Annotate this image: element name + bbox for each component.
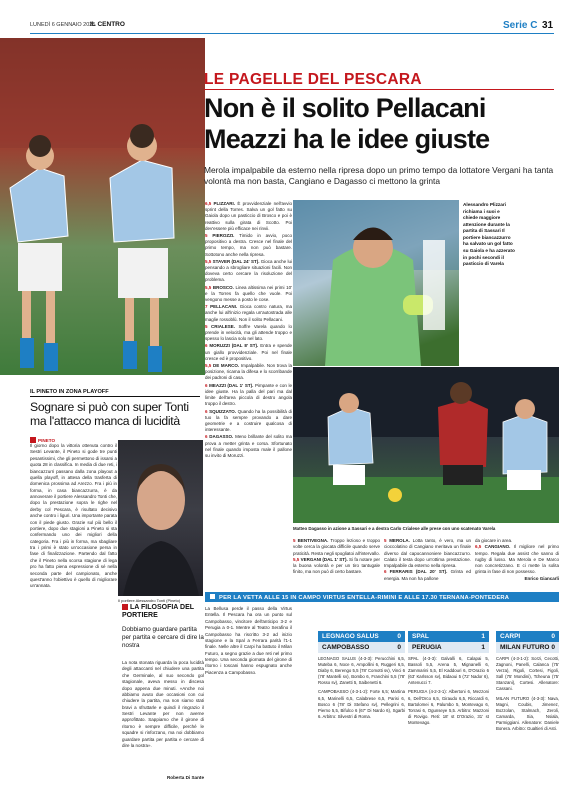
- rating-vote: 5: [205, 323, 211, 329]
- box-body: La nota stonata riguarda la poca lucidità degli attaccanti nel chiudere una partita che Germinale, al suo secondo gol stagionale, aveva messo in discesa dopo appena due minuti. «Anche noi abbiamo avuto due occasioni con cui chiudere la partita, ma non siamo stati bravi a sfruttarle e quindi il ringrazio il Sestri Levante per non averne approfittato. Sappiamo che il girone di ritorno è sempre difficile, perché le squadre si rinforzano, ma noi dobbiamo guardare partita per partita e cercare di dire la nostra».: [122, 660, 204, 748]
- action-illustration: [293, 367, 559, 523]
- rating-player: MEROLA.: [389, 538, 413, 543]
- rating-text: Si fa notare per la buona volontà e per un tiro tantugale finito, ma non può di certo bastare.: [293, 556, 380, 575]
- rating-entry: [293, 557, 380, 576]
- rating-vote: 6,5: [205, 201, 214, 206]
- rating-entry: [205, 324, 292, 343]
- rating-vote: 5,5: [205, 284, 213, 290]
- rating-player: CANGIANO.: [484, 544, 514, 550]
- pineto-body: Il giorno dopo la vittoria ottenuta contro il Sestri Levante, il Pineto si gode tre punti pesantissimi, che gli permettono di issarsi a quota 28 in classifica. In media di due reti, i biancazzurri passano dalla zona playout a quella playoff, in attesa della trasferta di domenica prossima ad Arezzo. Fra i più in forma, in casa biancazzurra, è da annoverare il portiere Alessandro Tonti che, dopo la prestazione sopra le righe nel derby col Pescara, è risultato decisivo anche contro i liguri. Una importante parata con il piede giusto. Grazie sul più bello il portiere, dopo due stagioni a Pineto si sta confermando uno dei migliori della categoria. Fra i più in forma, ma sbagliare tra i primi è stato un'occasione persa in fase di finalizzazione. Partendo dal fatto che il Pineto nella scorsa stagione di lega pro ha fatto piena espressione di sé nella seconda parte del campionato, anche quest'anno l'obiettivo è quello di migliorare un'annata.: [30, 443, 117, 589]
- rating-entry: [205, 233, 292, 258]
- score-home: 1: [481, 632, 485, 640]
- rating-text: Entra e spende un giallo provvidenziale. Poi nel finale cresce ed è propositivo.: [205, 343, 293, 361]
- rating-player: DAGASSO.: [209, 434, 236, 440]
- score-home-row: [318, 631, 405, 642]
- rating-player: CRIALESE.: [210, 323, 239, 329]
- score-box-carpi-milan[interactable]: [496, 631, 559, 732]
- square-icon: [122, 604, 128, 610]
- rating-text: Timido in avvio, poco propositivo a destra. Cresce nel finale del primo tempo, ma non può bastare. Sottotono anche nella ripresa.: [205, 233, 292, 257]
- rating-player: MORUZZI (DAL 8' ST).: [209, 343, 261, 349]
- rating-vote: 5: [205, 233, 213, 239]
- team-home: LEGNAGO SALUS: [322, 632, 379, 640]
- caption-action: Matteo Dagasso in azione a Sassari e a destra Carlo Crialese alle prese con uno scatenato Varela: [293, 526, 496, 531]
- tonti-portrait-illustration: [118, 440, 203, 596]
- article-deck: Merola impalpabile da esterno nella ripresa dopo un primo tempo da lottatore Vergani ha tanta volontà ma non basta, Cangiano e Dagasso ci mettono la grinta: [204, 165, 554, 186]
- rating-text: Meno brillante del solito ma prova a metter grinta e corsa. Sfortunato nel finale quando imposta male il pallone su invito di Moruzzi.: [205, 434, 292, 458]
- rating-player: BENTIVEGNA.: [297, 538, 331, 543]
- rating-player: FERRARIS (DAL 20' ST).: [389, 569, 451, 575]
- score-lineups-2: MILAN FUTURO (4-3-3): Nava, Magni, Coubis, Jimenez, Bozzolan, Stalmach, Zeroli, Camarda, Sia, Nsiala, Parmiggiani. Allenatore: Daniele Bonera. Arbitro: Gualtieri di Asti.: [496, 695, 559, 732]
- team-away: CAMPOBASSO: [322, 643, 370, 651]
- rating-text: Gioca anche lui pensando a sbrogliare situazioni facili. Non doveva certo cercare la risoluzione del problema.: [205, 258, 292, 283]
- rating-player: PELLACANI.: [210, 304, 240, 310]
- rating-entry: [475, 544, 559, 575]
- headline-line-2[interactable]: Meazzi ha le idee giuste: [204, 124, 490, 154]
- rating-vote: 5,5: [205, 258, 213, 264]
- score-away-row: [496, 642, 559, 653]
- rating-entry: [205, 285, 292, 304]
- rating-text: Quando ha la possibilità di tuo la fa sempre provando a dare geometrie e a costruire qualcosa di interessante.: [205, 408, 292, 433]
- header-divider: [30, 33, 554, 34]
- rating-text: Linea altissima nei primi 10' e la Torres fa quello che vuole. Poi vengono messe a posto le cose.: [205, 284, 292, 303]
- rating-vote: 5: [293, 538, 298, 543]
- ratings-column-4: [475, 538, 559, 582]
- rating-entry: [205, 383, 292, 408]
- rating-entry: [205, 343, 292, 362]
- score-lineups-2: CAMPOBASSO (4-3-1-2): Forte 6,5; Martina 6,5, Marinelli 6,5, Calabrese 6,5, Parisi 6, Bosco 6 (78' Di Stefano sv), Pellegrini 6, Pierno 5,5, Bifulco 6 (67' Di Nardo 6), Sgarbi 6. Arbitro: Silvestri di Roma.: [318, 689, 405, 719]
- rating-vote: 6: [384, 569, 390, 575]
- photo-action[interactable]: [293, 367, 559, 523]
- rating-player: MEAZZI (DAL 1' ST).: [209, 382, 255, 388]
- header-page-number: 31: [542, 20, 554, 31]
- rating-vote: 6: [205, 343, 210, 349]
- photo-goalkeeper[interactable]: [293, 200, 459, 366]
- pineto-divider: [30, 396, 200, 397]
- header-date: LUNEDÌ 6 GENNAIO 2025: [30, 22, 96, 28]
- rating-player: PLIZZARI.: [213, 201, 238, 206]
- score-away: 1: [481, 643, 485, 651]
- score-box-legnago-campobasso[interactable]: [318, 631, 405, 720]
- article-kicker: LE PAGELLE DEL PESCARA: [204, 71, 422, 88]
- rating-text: da giocare in area.: [475, 538, 513, 543]
- kicker-divider: [204, 89, 554, 90]
- caption-goalkeeper: Alessandro Plizzari richiama i suoi e chiede maggiore attenzione durante la partita di Sassari Il portiere biancazzurro ha salvato un gol fatto su Gaiola e ha azzerato in pochi secondi il pasticcio di Varela: [463, 202, 515, 267]
- score-home: 0: [397, 632, 401, 640]
- rating-vote: 6: [205, 408, 210, 414]
- rating-entry: [205, 304, 292, 323]
- rating-text: Lotta tanto, è vero, ma un cioccolatino di Cangiano meritava un finale diverso dal capocannoniere biancazzurro. Calato il testa dopo un'ottima prestazione. Impalpabile da esterno nella ripresa.: [384, 538, 471, 569]
- square-icon: [210, 594, 215, 599]
- header-section[interactable]: Serie C: [503, 20, 538, 31]
- rating-text: Enrico Giancarli: [524, 575, 559, 581]
- serie-c-band[interactable]: [205, 592, 559, 602]
- score-lineups: SPAL (4-3-3): Galvalli 6, Calapai 5, Bassoli 5,5, Arena 5, Mignanelli 6, Zammarini 5,5, El Kaddouri 6, D'Orazio 6 (63' Karlsson sv), Bidaoui 5 (72' Nador 6), Antenucci 7.: [408, 656, 489, 686]
- score-away-row: [408, 642, 489, 653]
- rating-text: Gioca contro natura, ma anche lui all'inizio regala un'autostrada alle maglie rossoblù. Non il solito Pellacani.: [205, 304, 292, 322]
- team-home: CARPI: [500, 632, 521, 640]
- score-away-row: [318, 642, 405, 653]
- headline-line-1[interactable]: Non è il solito Pellacani: [204, 93, 486, 123]
- rating-player: SQUIZZATO.: [209, 408, 238, 414]
- rating-entry: [384, 538, 471, 569]
- rating-text: Troppo lezioso e troppo volte cerca la giocata difficile quando serve praticità. Resta negli spogliatoi all'intervallo.: [293, 538, 380, 556]
- rating-vote: 6: [205, 382, 210, 388]
- rating-player: BROSCO.: [212, 284, 236, 290]
- serie-c-body: La Bellusa perde il passo della Virtus Entella. Il Pescara ha ora un punto sul Campobasso, vincitore dell'anticipo 3-2 e Perugia a 0-1. Mentre al Teatro Serafino il Campobasso ha riscritto 3-2 ad inizio stagione e la Spal a Ferrara parità l'1-1 finale. Nelle altre il Carpi ha battuto il Milan Futuro, a segno grazie a due reti nel primo tempo. Una seconda giornata del girone di ritorno i toscani hanno espugnato anche Piacenza a Campobasso.: [205, 606, 292, 675]
- pineto-kicker: IL PINETO IN ZONA PLAYOFF: [30, 389, 109, 395]
- score-away: 0: [397, 643, 401, 651]
- team-away: MILAN FUTURO: [500, 643, 550, 651]
- score-away: 0: [551, 643, 555, 651]
- rating-player: VERGANI (DAL 1' ST).: [300, 556, 350, 562]
- rating-player: DE MARCO.: [212, 363, 241, 369]
- rating-vote: 6,5: [475, 544, 485, 550]
- box-signature: Roberta Di Sante: [166, 775, 204, 780]
- pineto-place-text: PINETO: [38, 438, 56, 443]
- ratings-column-3: [384, 538, 471, 582]
- players-illustration: [0, 38, 205, 375]
- score-home: 0: [551, 632, 555, 640]
- box-kicker-text: LA FILOSOFIA DEL PORTIERE: [122, 604, 194, 620]
- band-text: PER LA VETTA ALLE 15 IN CAMPO VIRTUS ENTELLA-RIMINI E ALLE 17.30 TERNANA-PONTEDERA: [219, 594, 510, 601]
- caption-tonti: Il portiere Alessandro Tonti (Pineto): [118, 598, 181, 603]
- rating-text: Grinta ed energia. Ma non ha pallone: [384, 569, 471, 581]
- ratings-column: [205, 201, 292, 460]
- rating-entry: [205, 259, 292, 284]
- photo-tonti[interactable]: [118, 440, 203, 596]
- score-home-row: [496, 631, 559, 642]
- rating-player: STAVER (DAL 24' ST).: [212, 258, 261, 264]
- team-home: SPAL: [412, 632, 429, 640]
- rating-text: Soffre Varela quando lo prende in velocità, ma gli attende troppo e spesso lo lascia solo nel lato.: [205, 323, 292, 342]
- score-box-spal-perugia[interactable]: [408, 631, 489, 726]
- rating-vote: 5,5: [205, 363, 213, 369]
- rating-entry: [384, 569, 471, 582]
- ratings-column-2: [293, 538, 380, 576]
- rating-entry: [205, 201, 292, 232]
- rating-entry: [205, 363, 292, 382]
- box-kicker: [122, 604, 204, 620]
- score-lineups: LEGNAGO SALUS (4-3-3): Perucchini 6,5, Muteba 6, Noce 6, Ampollini 6, Ruggeri 6,5, Diaby 6, Berengo 5,5 (78' Comotti sv), Vinci 6 (78' Mantelli sv), Bombo 6, Franchini 5,5 (78' Rosso sv), Zanetti 5, Saibenetti 6.: [318, 656, 405, 686]
- rating-text: Pimpante e con le idee giuste. Ha la palla del pari ma dal limite dell'area piccola di destro angola troppo il destro.: [205, 382, 292, 407]
- rating-text: Il migliore nel primo tempo. Regala due assist che sanno di rugby di lusso. Ma Merola e De Marco non concretizzano. E ci mette la solita grinta in fase di non possesso.: [475, 544, 559, 575]
- score-lineups-2: PERUGIA (4-2-3-1): Albertoni 6, Mezzoni 6, Dell'Orco 6,5, Giraudo 6,5, Riccardi 6, Bartolomei 6, Palumbo 5, Montevago 6, Torrasi 6, Ogunseye 5,5. Arbitro: Mazzoni di Rovigo. Reti: 18' st D'Orazio, 31' st Montevago.: [408, 689, 489, 725]
- pineto-headline[interactable]: Sognare si può con super Tonti ma l'attacco manca di lucidità: [30, 400, 189, 429]
- box-subheading: Dobbiamo guardare partita per partita e cercare di dire la nostra: [122, 626, 204, 649]
- rating-text: È provvidenziale nell'avvio sprint della Torres. Salva un gol fatto su Gaiola dopo un pasticcio di Brosco e poi è reattivo sulla girata di Scotto. Poi dev'essere più efficace nei rinvii.: [205, 201, 292, 231]
- rating-vote: 7: [205, 304, 211, 310]
- rating-vote: 5,5: [293, 556, 301, 562]
- team-away: PERUGIA: [412, 643, 442, 651]
- rating-vote: 6: [205, 434, 210, 440]
- rating-vote: 5: [384, 538, 390, 543]
- score-lineups: CARPI (4-3-1-2): Sorzi, Cecotti, Zagnoni, Panelli, Calanca (75' Verza), Rigoli, Cortesi, Figoli, Sall (75' Mondini), Tcheuna (75' Stanzani), Cortesi. Allenatore: Cassani.: [496, 656, 559, 692]
- rating-entry: [205, 434, 292, 459]
- rating-entry: [475, 576, 559, 582]
- rating-player: PIEROZZI.: [212, 233, 240, 239]
- rating-entry: [205, 409, 292, 434]
- goalkeeper-illustration: [293, 200, 459, 366]
- rating-text: Impalpabile. Non trova la posizione, ricama la difesa e lo scorribande dei padroni di casa.: [205, 363, 293, 381]
- match-photo-players[interactable]: [0, 38, 205, 375]
- score-home-row: [408, 631, 489, 642]
- rating-entry: [293, 538, 380, 557]
- header-paper-name: IL CENTRO: [90, 21, 125, 28]
